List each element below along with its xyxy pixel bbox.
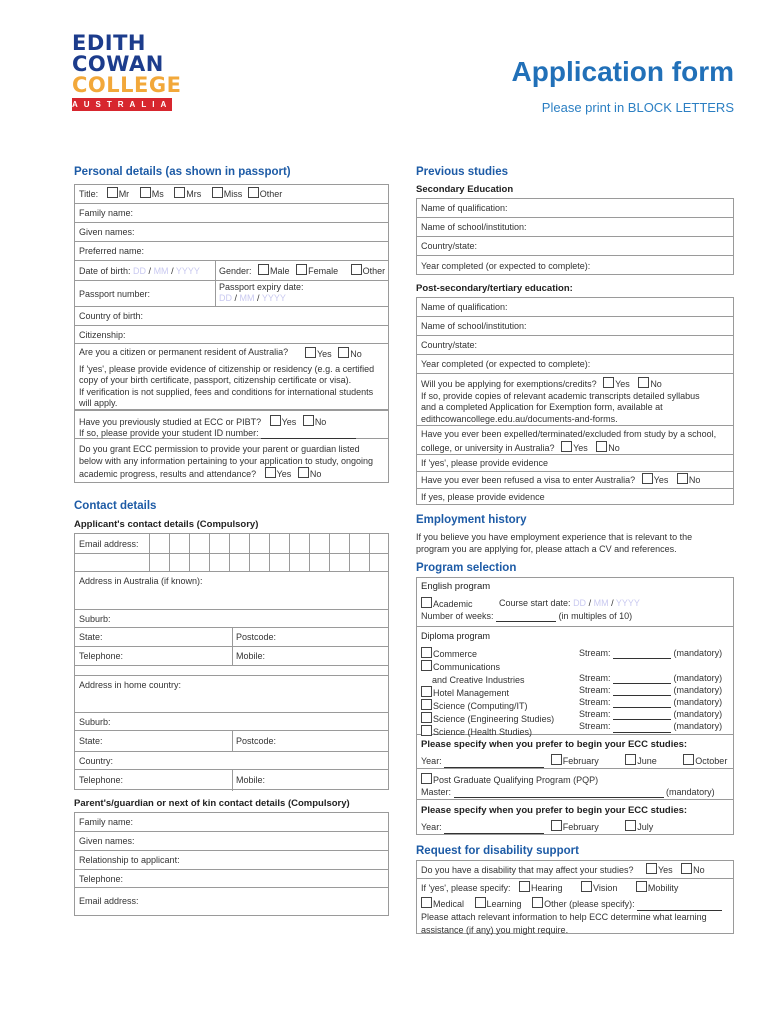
citizen-note-line2: copy of your birth certificate, passport, citizenship certificate or visa). [79,375,352,385]
weeks-label: Number of weeks: [421,611,494,621]
tertiary-year-field[interactable]: Year completed (or expected to complete): [417,355,733,374]
relationship-field[interactable]: Relationship to applicant: [75,851,388,870]
telephone-mobile-row [75,647,388,666]
post-secondary-box [416,297,734,505]
citizen-yes-label: Yes [317,349,332,359]
expelled-evidence-field[interactable]: If 'yes', please provide evidence [417,455,733,472]
expelled-no-label: No [608,442,620,453]
female-label: Female [308,266,339,276]
pqp-july-checkbox[interactable] [625,820,636,831]
passport-expiry-field[interactable]: Passport expiry date: DD / MM / YYYY [219,282,304,303]
program-heading: Program selection [416,562,517,574]
mr-label: Mr [118,189,130,199]
exemptions-no-checkbox[interactable] [638,377,649,388]
gender-other-checkbox[interactable] [351,264,362,275]
commerce-checkbox[interactable] [421,647,432,658]
studied-yes-checkbox[interactable] [270,415,281,426]
employment-text-line2: program you are applying for, please attach a CV and references. [416,544,677,554]
exemptions-yes-label: Yes [615,379,630,389]
studied-block [74,410,389,439]
program-box [416,577,734,835]
logo-line-edith: EDITH [72,31,146,55]
disability-attach-line1: Please attach relevant information to help ECC determine what learning [421,912,707,922]
hotel-label: Hotel Management [433,687,510,698]
medical-checkbox[interactable] [421,897,432,908]
studied-question [79,415,356,428]
course-start-field[interactable]: Course start date: DD / MM / YYYY [499,598,640,608]
master-mandatory: (mandatory) [666,787,715,797]
male-checkbox[interactable] [258,264,269,275]
weeks-input[interactable] [496,612,556,622]
expelled-question-line1: Have you ever been expelled/terminated/excluded from study by a school, [421,429,717,439]
hotel-stream-label: Stream: [579,684,611,695]
disability-no-checkbox[interactable] [681,863,692,874]
pqp-year-label: Year: [421,822,442,832]
passport-row [75,281,388,307]
mobility-checkbox[interactable] [636,881,647,892]
title-label: Title: [79,189,99,199]
parent-given-names-field[interactable]: Given names: [75,832,388,851]
student-id-input[interactable] [261,429,356,439]
disability-no-label: No [693,865,705,875]
pqp-begin-question: Please specify when you prefer to begin your ECC studies: [421,805,688,816]
gender-group [219,261,385,281]
disability-other-checkbox[interactable] [532,897,543,908]
tertiary-country-field[interactable]: Country/state: [417,336,733,355]
diploma-february-label: February [562,756,599,766]
engineering-mandatory: (mandatory) [673,709,723,720]
home-telephone-mobile-row [75,770,388,791]
engineering-label: Science (Engineering Studies) [433,714,555,725]
exemptions-yes-checkbox[interactable] [603,377,614,388]
address-home-field[interactable]: Address in home country: [75,676,388,713]
home-telephone-field[interactable]: Telephone: [79,775,124,785]
citizen-question-block [75,344,388,411]
computing-stream-field[interactable] [579,696,729,708]
page-subtitle: Please print in BLOCK LETTERS [541,100,734,115]
course-start-yyyy: YYYY [615,598,640,608]
diploma-june-checkbox[interactable] [625,754,636,765]
master-input[interactable] [454,788,664,798]
expiry-yyyy: YYYY [261,293,286,303]
expelled-block [417,426,733,455]
communications-checkbox[interactable] [421,660,432,671]
parent-family-name-field[interactable]: Family name: [75,813,388,832]
expiry-mm: MM [239,293,255,303]
other-title-checkbox[interactable] [248,187,259,198]
parent-email-field[interactable]: Email address: [79,896,139,906]
studied-question-text: Have you previously studied at ECC or PIBT? [79,417,262,427]
commerce-label: Commerce [433,649,478,660]
diploma-october-label: October [695,756,728,766]
visa-no-label: No [688,475,701,485]
visa-question: Have you ever been refused a visa to enter Australia? [421,475,636,485]
citizen-no-label: No [350,349,362,359]
employment-heading: Employment history [416,514,527,526]
disability-other-input[interactable] [637,901,722,911]
logo-line-cowan: COWAN [72,52,164,76]
pqp-year-input[interactable] [444,824,544,834]
permission-line1: Do you grant ECC permission to provide your parent or guardian listed [79,444,360,454]
diploma-year-label: Year: [421,756,442,766]
secondary-qualification-field[interactable]: Name of qualification: [417,199,733,218]
weeks-multiples-note: (in multiples of 10) [558,611,633,621]
computing-label: Science (Computing/IT) [433,701,528,712]
master-label: Master: [421,787,452,797]
mrs-checkbox[interactable] [174,187,185,198]
address-au-field[interactable]: Address in Australia (if known): [75,572,388,610]
email-label: Email address: [79,539,139,549]
citizen-note-line1: If 'yes', please provide evidence of citizenship or residency (e.g. a certified [79,363,375,374]
diploma-year-input[interactable] [444,758,544,768]
mobility-label: Mobility [647,883,679,893]
secondary-subheading: Secondary Education [416,184,514,195]
studied-no-checkbox[interactable] [303,415,314,426]
tertiary-school-field[interactable]: Name of school/institution: [417,317,733,336]
health-stream-field[interactable] [579,720,729,732]
employment-text-line1: If you believe you have employment experience that is relevant to the [416,532,693,542]
citizen-note-line4: will apply. [79,398,118,408]
applicant-contact-box [74,533,389,790]
telephone-field[interactable]: Telephone: [79,651,124,661]
parent-telephone-field[interactable]: Telephone: [75,870,388,888]
disability-box [416,860,734,934]
home-postcode-field[interactable]: Postcode: [236,736,277,746]
home-mobile-field[interactable]: Mobile: [236,775,266,785]
personal-heading: Personal details (as shown in passport) [74,166,291,178]
computing-mandatory: (mandatory) [673,697,723,708]
citizen-note [79,364,388,410]
diploma-start-block [417,735,733,769]
visa-yes-checkbox[interactable] [642,473,653,484]
vision-checkbox[interactable] [581,881,592,892]
communications-stream-field[interactable] [579,672,729,684]
disability-question-row [417,861,733,879]
learning-checkbox[interactable] [475,897,486,908]
dob-gender-row [75,261,388,281]
course-start-label: Course start date: [499,598,571,608]
commerce-stream-label: Stream: [579,648,611,659]
spacer-row [75,666,388,676]
email-row[interactable] [75,534,388,554]
citizen-no-checkbox[interactable] [338,347,349,358]
gender-other-label: Other [362,266,386,276]
state-postcode-row [75,628,388,647]
pqp-label: Post Graduate Qualifying Program (PQP) [433,775,599,785]
exemptions-block [417,374,733,426]
disability-other-label: Other (please specify): [544,899,635,909]
health-label: Science (Health Studies) [433,727,533,738]
visa-evidence-field[interactable]: If yes, please provide evidence [421,492,545,502]
citizenship-field[interactable]: Citizenship: [75,326,388,344]
communications-label: Communications [433,662,501,673]
course-start-mm: MM [593,598,609,608]
family-name-field[interactable]: Family name: [75,204,388,223]
postcode-field[interactable]: Postcode: [236,632,277,642]
commerce-mandatory: (mandatory) [673,648,723,659]
diploma-february-checkbox[interactable] [551,754,562,765]
secondary-box [416,198,734,275]
dob-field[interactable]: Date of birth: DD / MM / YYYY [79,266,200,276]
permission-block [74,439,389,483]
academic-checkbox[interactable] [421,597,432,608]
engineering-stream-field[interactable] [579,708,729,720]
dob-label: Date of birth: [79,266,131,276]
page-title: Application form [511,56,734,87]
computing-stream-label: Stream: [579,697,611,708]
student-id-label: If so, please provide your student ID number: [79,428,259,438]
permission-line2: below with any information pertaining to your application to study, ongoing [79,455,374,466]
secondary-school-field[interactable]: Name of school/institution: [417,218,733,237]
studied-no-label: No [314,417,327,427]
exemptions-note-line2: and a completed Application for Exemption form, available at [421,402,663,412]
hearing-checkbox[interactable] [519,881,530,892]
communications-mandatory: (mandatory) [673,672,723,683]
other-title-label: Other [259,189,283,199]
diploma-program-label: Diploma program [421,631,491,641]
exemptions-note-line1: If so, provide copies of relevant academic transcripts detailed syllabus [421,390,700,401]
ecc-logo [72,33,181,111]
citizen-question: Are you a citizen or permanent resident of Australia? [79,347,289,357]
disability-heading: Request for disability support [416,845,579,857]
logo-line-australia: AUSTRALIA [72,100,173,109]
suburb-field[interactable]: Suburb: [75,610,388,628]
exemptions-question: Will you be applying for exemptions/credits? [421,379,597,389]
male-label: Male [270,266,290,276]
given-names-field[interactable]: Given names: [75,223,388,242]
pqp-start-block [417,800,733,836]
visa-yes-label: Yes [653,475,669,485]
applicant-contact-subheading: Applicant's contact details (Compulsory) [74,519,259,530]
pqp-block [417,769,733,800]
gender-label: Gender: [219,266,252,276]
creative-industries-label: and Creative Industries [432,674,525,685]
disability-yes-checkbox[interactable] [646,863,657,874]
passport-expiry-label: Passport expiry date: [219,282,304,292]
learning-label: Learning [486,899,522,909]
preferred-name-field[interactable]: Preferred name: [75,242,388,261]
dob-mm: MM [153,266,169,276]
exemptions-forms-link[interactable]: edithcowancollege.edu.au/documents-and-forms. [421,413,618,424]
previous-studies-heading: Previous studies [416,166,509,178]
diploma-june-label: June [637,756,657,766]
engineering-stream-label: Stream: [579,709,611,720]
tertiary-qualification-field[interactable]: Name of qualification: [417,298,733,317]
mobile-field[interactable]: Mobile: [236,651,266,661]
health-stream-label: Stream: [579,721,611,732]
disability-specify-label: If 'yes', please specify: [421,883,511,893]
female-checkbox[interactable] [296,264,307,275]
computing-checkbox[interactable] [421,699,432,710]
dob-dd: DD [133,266,147,276]
hotel-mandatory: (mandatory) [673,684,723,695]
logo-line-college: COLLEGE [72,73,182,97]
disability-detail-block [417,879,733,935]
vision-label: Vision [593,883,618,893]
permission-yes-label: Yes [276,469,292,479]
academic-label: Academic [433,599,473,609]
disability-yes-label: Yes [657,865,673,875]
diploma-program-block [417,627,733,738]
visa-row [417,472,733,489]
secondary-country-field[interactable]: Country/state: [417,237,733,256]
disability-question: Do you have a disability that may affect your studies? [421,865,634,875]
medical-label: Medical [433,899,465,909]
permission-line3: academic progress, results and attendance? [79,469,257,479]
mrs-label: Mrs [186,189,202,199]
expelled-yes-checkbox[interactable] [561,441,572,452]
english-program-label: English program [421,581,491,592]
commerce-stream-field[interactable] [579,647,729,659]
pqp-july-label: July [637,822,654,832]
english-program-block [417,578,733,627]
home-suburb-field[interactable]: Suburb: [75,713,388,731]
citizen-yes-checkbox[interactable] [305,347,316,358]
visa-no-checkbox[interactable] [677,473,688,484]
expelled-yes-label: Yes [573,442,588,453]
pqp-february-checkbox[interactable] [551,820,562,831]
course-start-dd: DD [573,598,587,608]
hotel-checkbox[interactable] [421,686,432,697]
home-country-field[interactable]: Country: [75,752,388,770]
ms-checkbox[interactable] [140,187,151,198]
engineering-checkbox[interactable] [421,712,432,723]
permission-yes-checkbox[interactable] [265,467,276,478]
parent-contact-box [74,812,389,916]
diploma-begin-question: Please specify when you prefer to begin your ECC studies: [421,739,688,750]
state-field[interactable]: State: [79,632,103,642]
title-row [75,185,388,204]
expelled-question-line2: college, or university in Australia? [421,442,555,453]
home-state-postcode-row [75,731,388,752]
miss-label: Miss [223,189,243,199]
employment-text [416,531,692,555]
parent-contact-subheading: Parent's/guardian or next of kin contact details (Compulsory) [74,798,350,809]
pqp-february-label: February [562,822,599,832]
permission-no-checkbox[interactable] [298,467,309,478]
diploma-october-checkbox[interactable] [683,754,694,765]
hearing-label: Hearing [531,883,563,893]
permission-no-label: No [309,469,322,479]
pqp-checkbox[interactable] [421,773,432,784]
expelled-no-checkbox[interactable] [596,441,607,452]
miss-checkbox[interactable] [212,187,223,198]
email-row-2[interactable] [75,554,388,572]
post-secondary-subheading: Post-secondary/tertiary education: [416,283,573,294]
hotel-stream-field[interactable] [579,684,729,696]
health-mandatory: (mandatory) [673,721,723,732]
expiry-dd: DD [219,293,232,303]
secondary-year-field[interactable]: Year completed (or expected to complete): [421,261,591,271]
communications-stream-label: Stream: [579,672,611,683]
mr-checkbox[interactable] [107,187,118,198]
exemptions-no-label: No [650,379,662,389]
country-of-birth-field[interactable]: Country of birth: [75,307,388,326]
home-state-field[interactable]: State: [79,736,103,746]
passport-number-field[interactable]: Passport number: [79,289,151,299]
stream-fields [579,647,729,732]
disability-attach-line2: assistance (if any) you might require. [421,925,569,935]
citizen-note-line3: If verification is not supplied, fees and conditions for international students [79,386,374,397]
ms-label: Ms [151,189,164,199]
personal-details-box [74,184,389,410]
contact-heading: Contact details [74,500,157,512]
citizen-options [305,347,362,361]
studied-yes-label: Yes [281,417,297,427]
dob-yyyy: YYYY [175,266,200,276]
